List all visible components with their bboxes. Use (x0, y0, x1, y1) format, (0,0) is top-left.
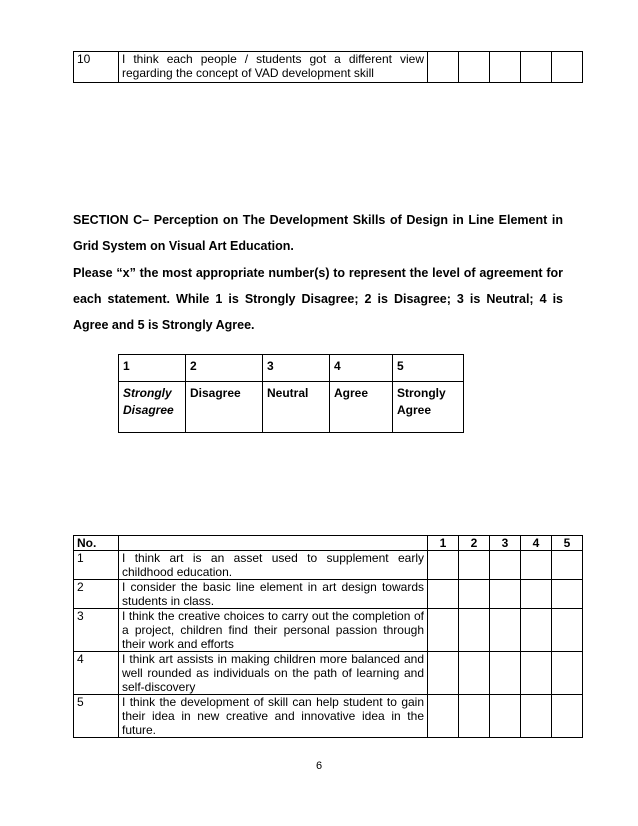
answer-box-2[interactable] (459, 52, 490, 83)
answer-box-5[interactable] (552, 609, 583, 652)
scale-number: 1 (119, 355, 186, 382)
section-c-title: SECTION C– Perception on The Development Skills of Design in Line Element in Grid System on Visual Art Education. (73, 213, 563, 253)
answer-box-1[interactable] (428, 652, 459, 695)
statement-text: I think the creative choices to carry out the completion of a project, children find their personal passion through their work and efforts (119, 609, 428, 652)
header-scale-1: 1 (428, 536, 459, 551)
answer-box-2[interactable] (459, 695, 490, 738)
answer-box-5[interactable] (552, 652, 583, 695)
answer-box-3[interactable] (490, 652, 521, 695)
table-row (74, 609, 583, 652)
scale-label: Strongly Agree (393, 382, 464, 433)
table-row (74, 52, 583, 83)
table-row (74, 652, 583, 695)
row-number: 2 (74, 580, 119, 609)
statement-text: I think art assists in making children more balanced and well rounded as individuals on the path of learning and self-discovery (119, 652, 428, 695)
header-scale-3: 3 (490, 536, 521, 551)
answer-box-1[interactable] (428, 580, 459, 609)
answer-box-1[interactable] (428, 695, 459, 738)
header-scale-2: 2 (459, 536, 490, 551)
scale-label: Disagree (186, 382, 263, 433)
answer-box-1[interactable] (428, 609, 459, 652)
row-number: 3 (74, 609, 119, 652)
scale-label: Agree (330, 382, 393, 433)
answer-box-4[interactable] (521, 609, 552, 652)
row-number: 10 (74, 52, 119, 83)
scale-number: 4 (330, 355, 393, 382)
answer-box-5[interactable] (552, 52, 583, 83)
header-no: No. (74, 536, 119, 551)
answer-box-3[interactable] (490, 551, 521, 580)
scale-number: 3 (263, 355, 330, 382)
answer-box-3[interactable] (490, 609, 521, 652)
answer-box-1[interactable] (428, 52, 459, 83)
row-number: 5 (74, 695, 119, 738)
scale-number: 5 (393, 355, 464, 382)
table-row (74, 695, 583, 738)
header-statement (119, 536, 428, 551)
answer-box-5[interactable] (552, 695, 583, 738)
scale-label: Neutral (263, 382, 330, 433)
statement-text: I think the development of skill can help student to gain their idea in new creative and innovative idea in the future. (119, 695, 428, 738)
answer-box-4[interactable] (521, 652, 552, 695)
answer-box-2[interactable] (459, 580, 490, 609)
scale-number: 2 (186, 355, 263, 382)
scale-label: Strongly Disagree (119, 382, 186, 433)
statement-text: I think each people / students got a different view regarding the concept of VAD development skill (119, 52, 428, 83)
table-row (74, 580, 583, 609)
answer-box-3[interactable] (490, 580, 521, 609)
scale-number-row (119, 355, 464, 382)
answer-box-2[interactable] (459, 551, 490, 580)
scale-label-row (119, 382, 464, 433)
answer-box-5[interactable] (552, 551, 583, 580)
statement-text: I think art is an asset used to supplement early childhood education. (119, 551, 428, 580)
main-questionnaire-table (73, 535, 583, 738)
header-scale-4: 4 (521, 536, 552, 551)
top-questionnaire-table (73, 51, 583, 83)
answer-box-5[interactable] (552, 580, 583, 609)
row-number: 4 (74, 652, 119, 695)
answer-box-2[interactable] (459, 609, 490, 652)
answer-box-1[interactable] (428, 551, 459, 580)
answer-box-4[interactable] (521, 52, 552, 83)
agreement-scale-table (118, 354, 464, 433)
table-row (74, 551, 583, 580)
section-c-instruction: Please “x” the most appropriate number(s) to represent the level of agreement for each statement. While 1 is Strongly Disagree; 2 is Disagree; 3 is Neutral; 4 is Agree and 5 is Strongly Agree. (73, 266, 563, 332)
answer-box-4[interactable] (521, 695, 552, 738)
row-number: 1 (74, 551, 119, 580)
header-scale-5: 5 (552, 536, 583, 551)
page-number: 6 (315, 760, 323, 772)
answer-box-2[interactable] (459, 652, 490, 695)
statement-text: I consider the basic line element in art design towards students in class. (119, 580, 428, 609)
answer-box-3[interactable] (490, 695, 521, 738)
answer-box-4[interactable] (521, 580, 552, 609)
answer-box-3[interactable] (490, 52, 521, 83)
answer-box-4[interactable] (521, 551, 552, 580)
header-row (74, 536, 583, 551)
